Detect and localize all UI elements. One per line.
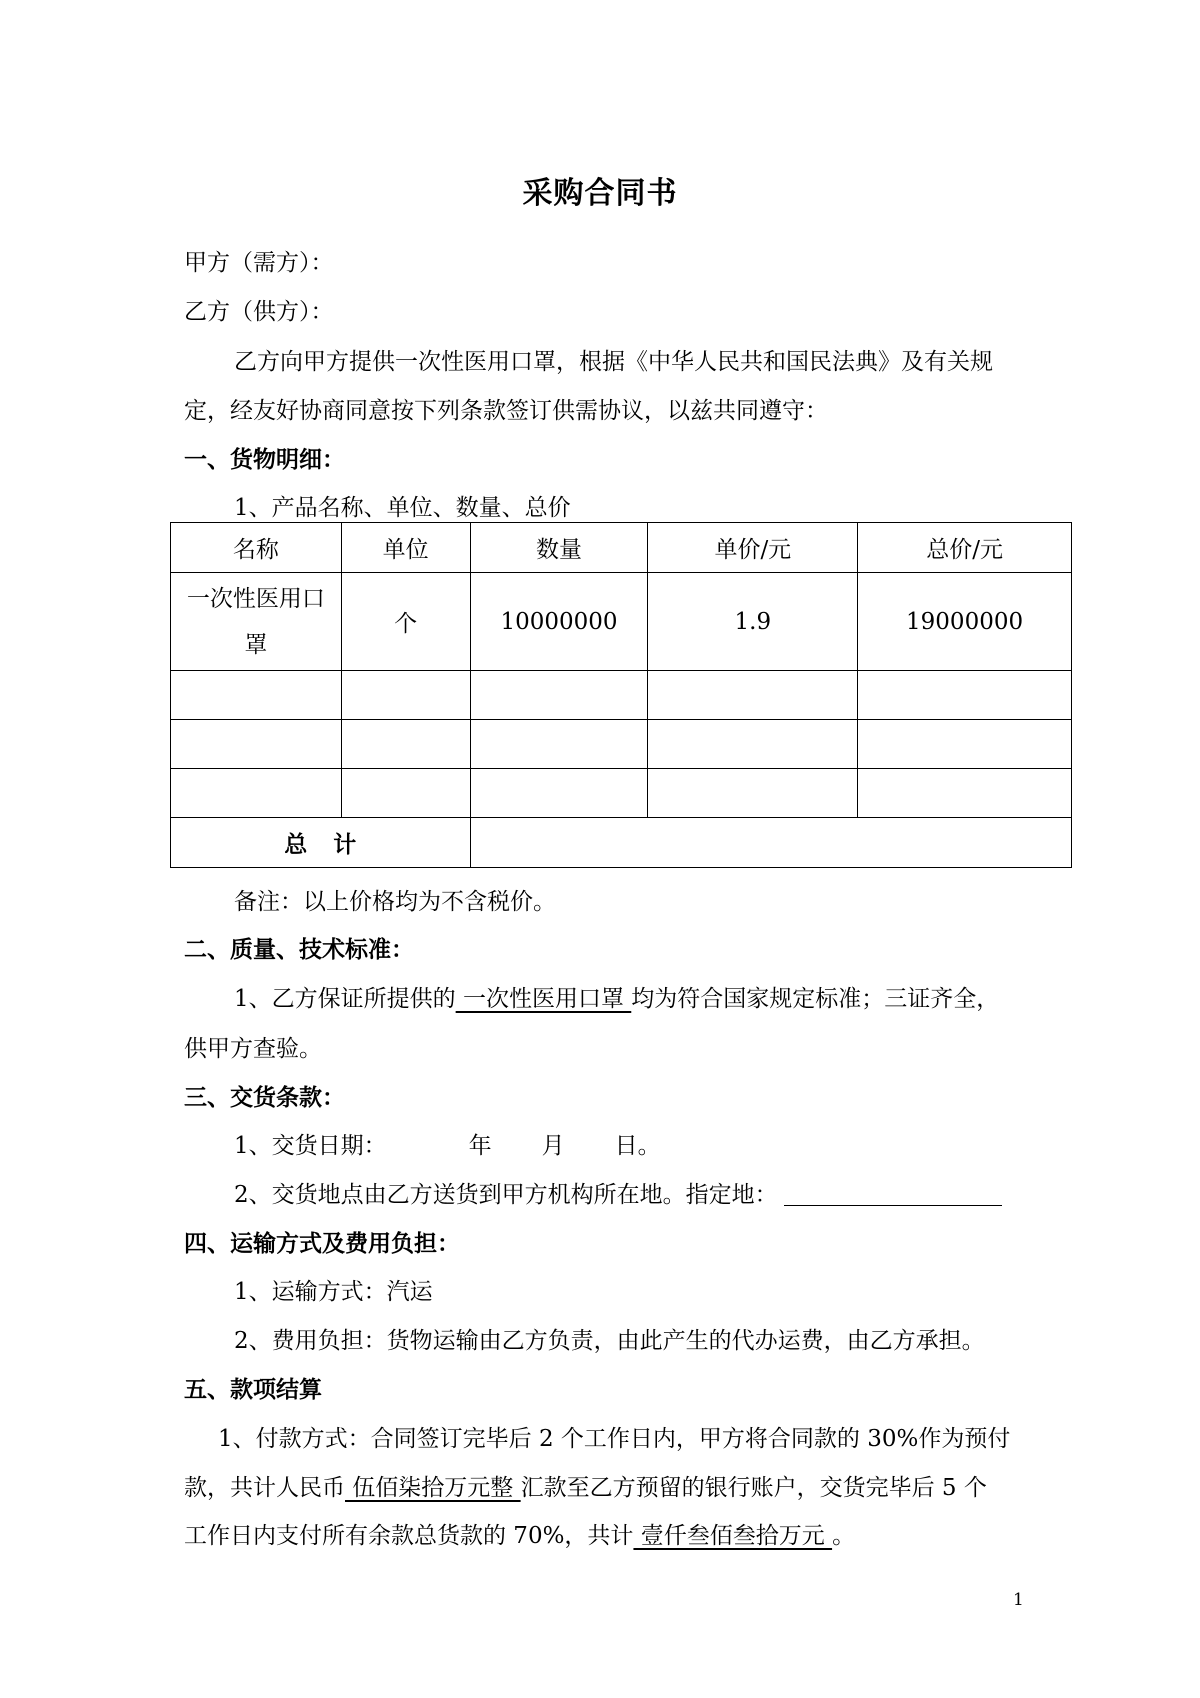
intro-line-1: 乙方向甲方提供一次性医用口罩，根据《中华人民共和国民法典》及有关规 (234, 349, 993, 375)
total-value-cell (470, 818, 1071, 868)
section-3-heading: 三、交货条款： (184, 1085, 345, 1111)
empty-cell (648, 720, 858, 769)
quality-text-post: 均为符合国家规定标准；三证齐全， (631, 986, 1000, 1012)
section-4-item-2: 2、费用负担：货物运输由乙方负责，由此产生的代办运费，由乙方承担。 (234, 1328, 985, 1354)
balance-text-pre: 工作日内支付所有余款总货款的 70%，共计 (184, 1523, 634, 1549)
total-price-cell: 19000000 (858, 573, 1072, 671)
table-header-cell: 单价/元 (648, 523, 858, 573)
month-label: 月 (541, 1133, 565, 1159)
page-number: 1 (1013, 1590, 1024, 1610)
empty-cell (171, 769, 342, 818)
section-1-heading: 一、货物明细： (184, 447, 345, 473)
document-title: 采购合同书 (522, 176, 678, 211)
table-header-cell: 总价/元 (858, 523, 1072, 573)
unit-price-cell: 1.9 (648, 573, 858, 671)
product-name-line-2: 罩 (244, 631, 268, 658)
table-row-empty (171, 720, 1072, 769)
section-2-item-1 (234, 983, 999, 1015)
table-row-empty (171, 769, 1072, 818)
empty-cell (171, 720, 342, 769)
intro-line-2: 定，经友好协商同意按下列条款签订供需协议，以兹共同遵守： (184, 398, 828, 424)
table-note: 备注：以上价格均为不含税价。 (234, 889, 556, 915)
empty-cell (171, 671, 342, 720)
product-underlined: 一次性医用口罩 (455, 986, 632, 1012)
empty-cell (648, 671, 858, 720)
balance-amount: 壹仟叁佰叁拾万元 (633, 1523, 833, 1549)
delivery-date-label: 1、交货日期： (234, 1133, 387, 1159)
section-2-heading: 二、质量、技术标准： (184, 937, 414, 963)
delivery-place-text: 2、交货地点由乙方送货到甲方机构所在地。指定地： (234, 1182, 778, 1208)
table-header-cell: 名称 (171, 523, 342, 573)
year-label: 年 (468, 1133, 492, 1159)
delivery-place-line (234, 1179, 1002, 1211)
unit-cell: 个 (341, 573, 470, 671)
quantity-cell: 10000000 (470, 573, 648, 671)
section-2-item-1-line-2: 供甲方查验。 (184, 1036, 322, 1062)
section-5-line-3 (184, 1520, 855, 1552)
designated-place-blank (784, 1181, 1002, 1206)
empty-cell (858, 720, 1072, 769)
party-b-label: 乙方（供方）： (184, 299, 334, 325)
empty-cell (648, 769, 858, 818)
empty-cell (470, 769, 648, 818)
party-a-label: 甲方（需方）： (184, 250, 334, 276)
table-total-row (171, 818, 1072, 868)
section-5-heading: 五、款项结算 (184, 1377, 322, 1403)
table-header-row (171, 523, 1072, 573)
section-5-line-1: 1、付款方式：合同签订完毕后 2 个工作日内，甲方将合同款的 30%作为预付 (218, 1426, 1011, 1452)
table-row-empty (171, 671, 1072, 720)
section-1-item-1: 1、产品名称、单位、数量、总价 (234, 495, 571, 521)
table-header-cell: 单位 (341, 523, 470, 573)
payment-text-pre: 款，共计人民币 (184, 1475, 345, 1501)
section-5-line-2 (184, 1472, 987, 1504)
goods-table (170, 522, 1072, 868)
table-header-cell: 数量 (470, 523, 648, 573)
prepayment-amount: 伍佰柒拾万元整 (345, 1475, 521, 1501)
day-label: 日。 (614, 1133, 661, 1159)
empty-cell (858, 769, 1072, 818)
empty-cell (341, 671, 470, 720)
section-4-item-1: 1、运输方式：汽运 (234, 1279, 433, 1305)
table-row (171, 573, 1072, 671)
empty-cell (858, 671, 1072, 720)
empty-cell (470, 671, 648, 720)
empty-cell (341, 720, 470, 769)
quality-text-pre: 1、乙方保证所提供的 (234, 986, 456, 1012)
section-4-heading: 四、运输方式及费用负担： (184, 1231, 460, 1257)
empty-cell (341, 769, 470, 818)
product-name-cell (171, 573, 342, 671)
empty-cell (470, 720, 648, 769)
total-label: 总计 (171, 818, 471, 868)
delivery-date-line (234, 1130, 661, 1162)
payment-text-post: 汇款至乙方预留的银行账户，交货完毕后 5 个 (520, 1475, 987, 1501)
product-name-line-1: 一次性医用口 (186, 585, 325, 612)
balance-text-post: 。 (832, 1523, 856, 1549)
